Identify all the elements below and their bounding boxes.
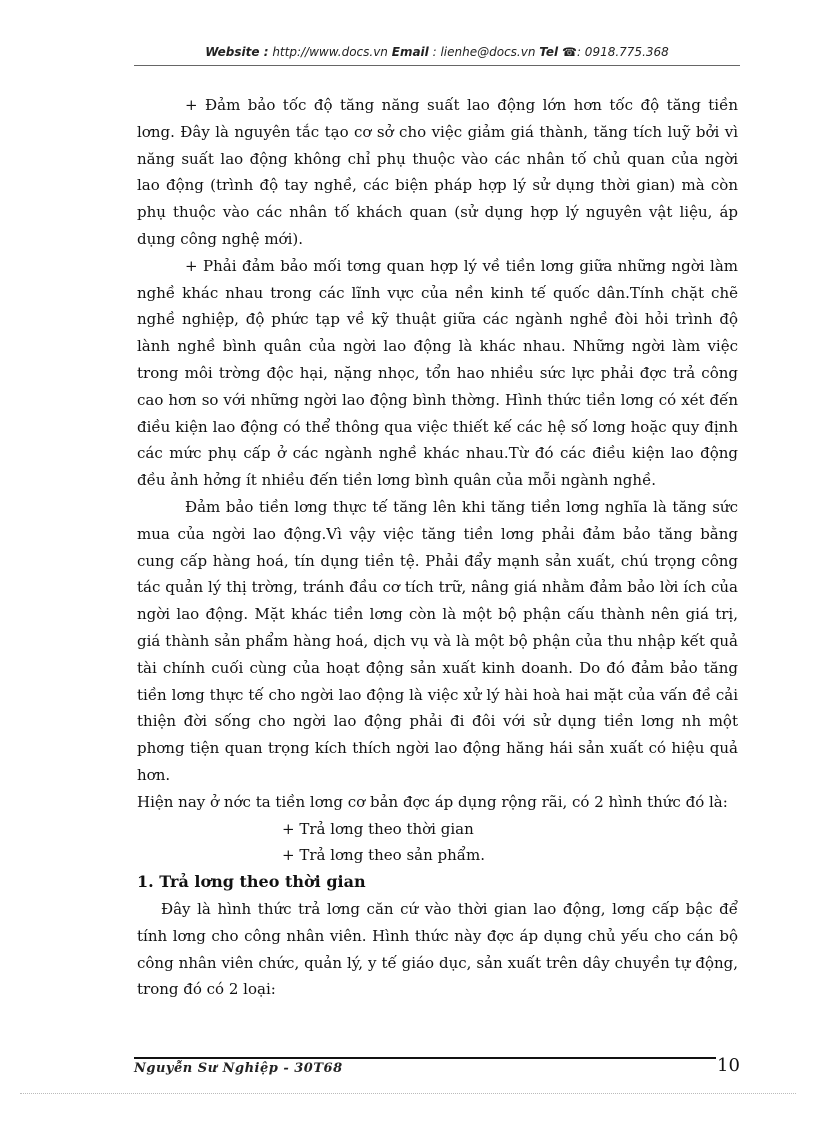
footer-rule [134,1057,716,1059]
header-rule [134,65,740,66]
paragraph-productivity: + Đảm bảo tốc độ tăng năng suất lao động lớn hơn tốc độ tăng tiền lơng. Đây là nguyên tắc tạo cơ sở cho việc giảm giá thành, tăng tích luỹ bởi vì năng suất lao động không chỉ phụ thuộc vào các nhân tố chủ quan của ngời lao động (trình độ tay nghề, các biện pháp hợp lý sử dụng thời gian) mà còn phụ thuộc vào các nhân tố khách quan (sử dụng hợp lý nguyên vật liệu, áp dụng công nghệ mới). [137,96,738,248]
email-link[interactable]: : lienhe@docs.vn [432,45,536,59]
page-bottom-dotted-line [20,1093,796,1094]
email-label: Email [391,45,429,59]
paragraph-wage-ratio: + Phải đảm bảo mối tơng quan hợp lý về tiền lơng giữa những ngời làm nghề khác nhau trong các lĩnh vực của nền kinh tế quốc dân.Tính chặt chẽ nghề nghiệp, độ phức tạp về kỹ thuật giữa các ngành nghề đòi hỏi trình độ lành nghề bình quân của ngời lao động là khác nhau. Những ngời làm việc trong môi trờng độc hại, nặng nhọc, tổn hao nhiều sức lực phải đợc trả công cao hơn so với những ngời lao động bình thờng. Hình thức tiền lơng có xét đến điều kiện lao động có thể thông qua việc thiết kế các hệ số lơng hoặc quy định các mức phụ cấp ở các ngành nghề khác nhau.Từ đó các điều kiện lao động đều ảnh hởng ít nhiều đến tiền lơng bình quân của mỗi ngành nghề. [137,256,738,490]
paragraph-real-wage: Đảm bảo tiền lơng thực tế tăng lên khi tăng tiền lơng nghĩa là tăng sức mua của ngời lao động.Vì vậy việc tăng tiền lơng phải đảm bảo tăng bằng cung cấp hàng hoá, tín dụng tiền tệ. Phải đẩy mạnh sản xuất, chú trọng công tác quản lý thị trờng, tránh đầu cơ tích trữ, nâng giá nhằm đảm bảo lời ích của ngời lao động. Mặt khác tiền lơng còn là một bộ phận cấu thành nên giá trị, giá thành sản phẩm hàng hoá, dịch vụ và là một bộ phận của thu nhập kết quả tài chính cuối cùng của hoạt động sản xuất kinh doanh. Do đó đảm bảo tăng tiền lơng thực tế cho ngời lao động là việc xử lý hài hoà hai mặt của vấn đề cải thiện đời sống cho ngời lao động phải đi đôi với sử dụng tiền lơng nh một phơng tiện quan trọng kích thích ngời lao động hăng hái sản xuất có hiệu quả hơn. [137,497,738,784]
section-heading: 1. Trả lơng theo thời gian [137,872,366,892]
page-content [137,92,738,1003]
phone-icon: ☎ [562,45,577,59]
page-header [134,45,740,59]
website-label: Website : [205,45,269,59]
tel-label: Tel [539,45,559,59]
footer-author: Nguyễn Sư Nghiệp - 30T68 [134,1061,343,1076]
website-link[interactable]: http://www.docs.vn [272,45,388,59]
tel-value: : 0918.775.368 [576,45,669,59]
bullet-product-based: + Trả lơng theo sản phẩm. [282,846,485,865]
bullet-time-based: + Trả lơng theo thời gian [282,819,474,838]
paragraph-forms-intro: Hiện nay ở nớc ta tiền lơng cơ bản đợc áp dụng rộng rãi, có 2 hình thức đó là: [137,792,728,811]
page-number: 10 [717,1055,740,1076]
paragraph-time-based: Đây là hình thức trả lơng căn cứ vào thời gian lao động, lơng cấp bậc để tính lơng cho công nhân viên. Hình thức này đợc áp dụng chủ yếu cho cán bộ công nhân viên chức, quản lý, y tế giáo dục, sản xuất trên dây chuyền tự động, trong đó có 2 loại: [137,899,738,999]
